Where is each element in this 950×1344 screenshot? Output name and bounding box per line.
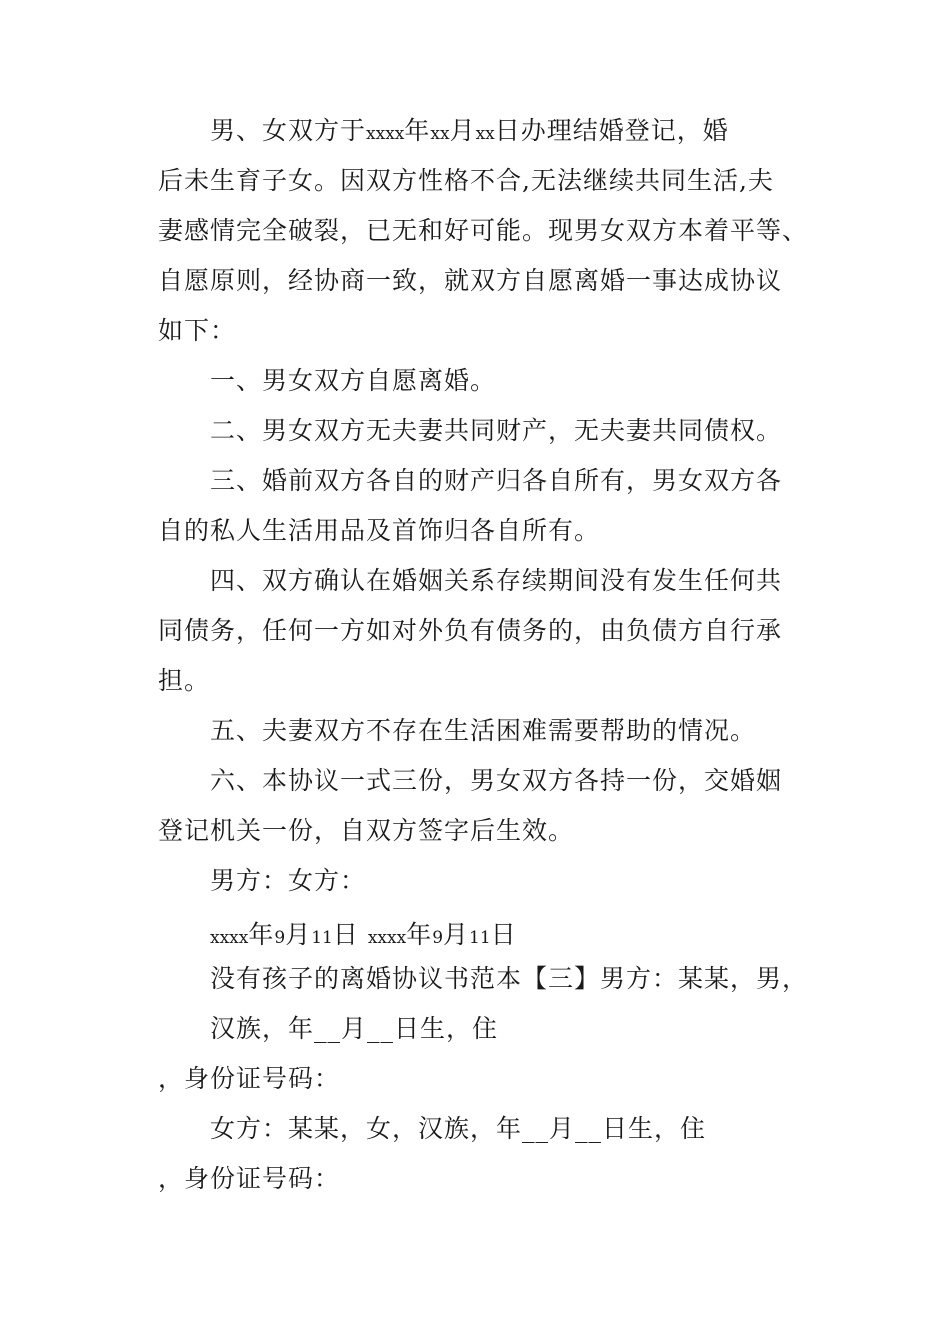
- item3-line1: 三、婚前双方各自的财产归各自所有，男女双方各: [210, 466, 783, 495]
- item2: 二、男女双方无夫妻共同财产，无夫妻共同债权。: [210, 416, 783, 445]
- item5: 五、夫妻双方不存在生活困难需要帮助的情况。: [210, 716, 757, 745]
- signature-line: 男方：女方：: [210, 866, 367, 895]
- item4-line1: 四、双方确认在婚姻关系存续期间没有发生任何共: [210, 566, 783, 595]
- item6-line2: 登记机关一份，自双方签字后生效。: [158, 816, 575, 845]
- item3-line2: 自的私人生活用品及首饰归各自所有。: [158, 516, 601, 545]
- item6-line1: 六、本协议一式三份，男女双方各持一份，交婚姻: [210, 766, 783, 795]
- sample3-line2: 汉族，年__月__日生，住: [210, 1014, 499, 1043]
- sample3-line1: 没有孩子的离婚协议书范本【三】男方：某某，男，: [210, 964, 809, 993]
- para1-line4: 自愿原则，经协商一致，就双方自愿离婚一事达成协议: [158, 266, 783, 295]
- sample3-line4: 女方：某某，女，汉族，年__月__日生，住: [210, 1114, 707, 1143]
- para1-line2: 后未生育子女。因双方性格不合,无法继续共同生活,夫: [158, 166, 774, 195]
- item4-line2: 同债务，任何一方如对外负有债务的，由负债方自行承: [158, 616, 783, 645]
- sample3-line3: ，身份证号码：: [158, 1064, 341, 1093]
- para1-line1: 男、女双方于xxxx年xx月xx日办理结婚登记，婚: [210, 116, 729, 145]
- item1: 一、男女双方自愿离婚。: [210, 366, 497, 395]
- item4-line3: 担。: [158, 666, 211, 695]
- para1-line3: 妻感情完全破裂，已无和好可能。现男女双方本着平等、: [158, 216, 809, 245]
- para1-line5: 如下：: [158, 316, 237, 345]
- dates-line: xxxx年9月11日 xxxx年9月11日: [210, 920, 517, 949]
- sample3-line5: ，身份证号码：: [158, 1164, 341, 1193]
